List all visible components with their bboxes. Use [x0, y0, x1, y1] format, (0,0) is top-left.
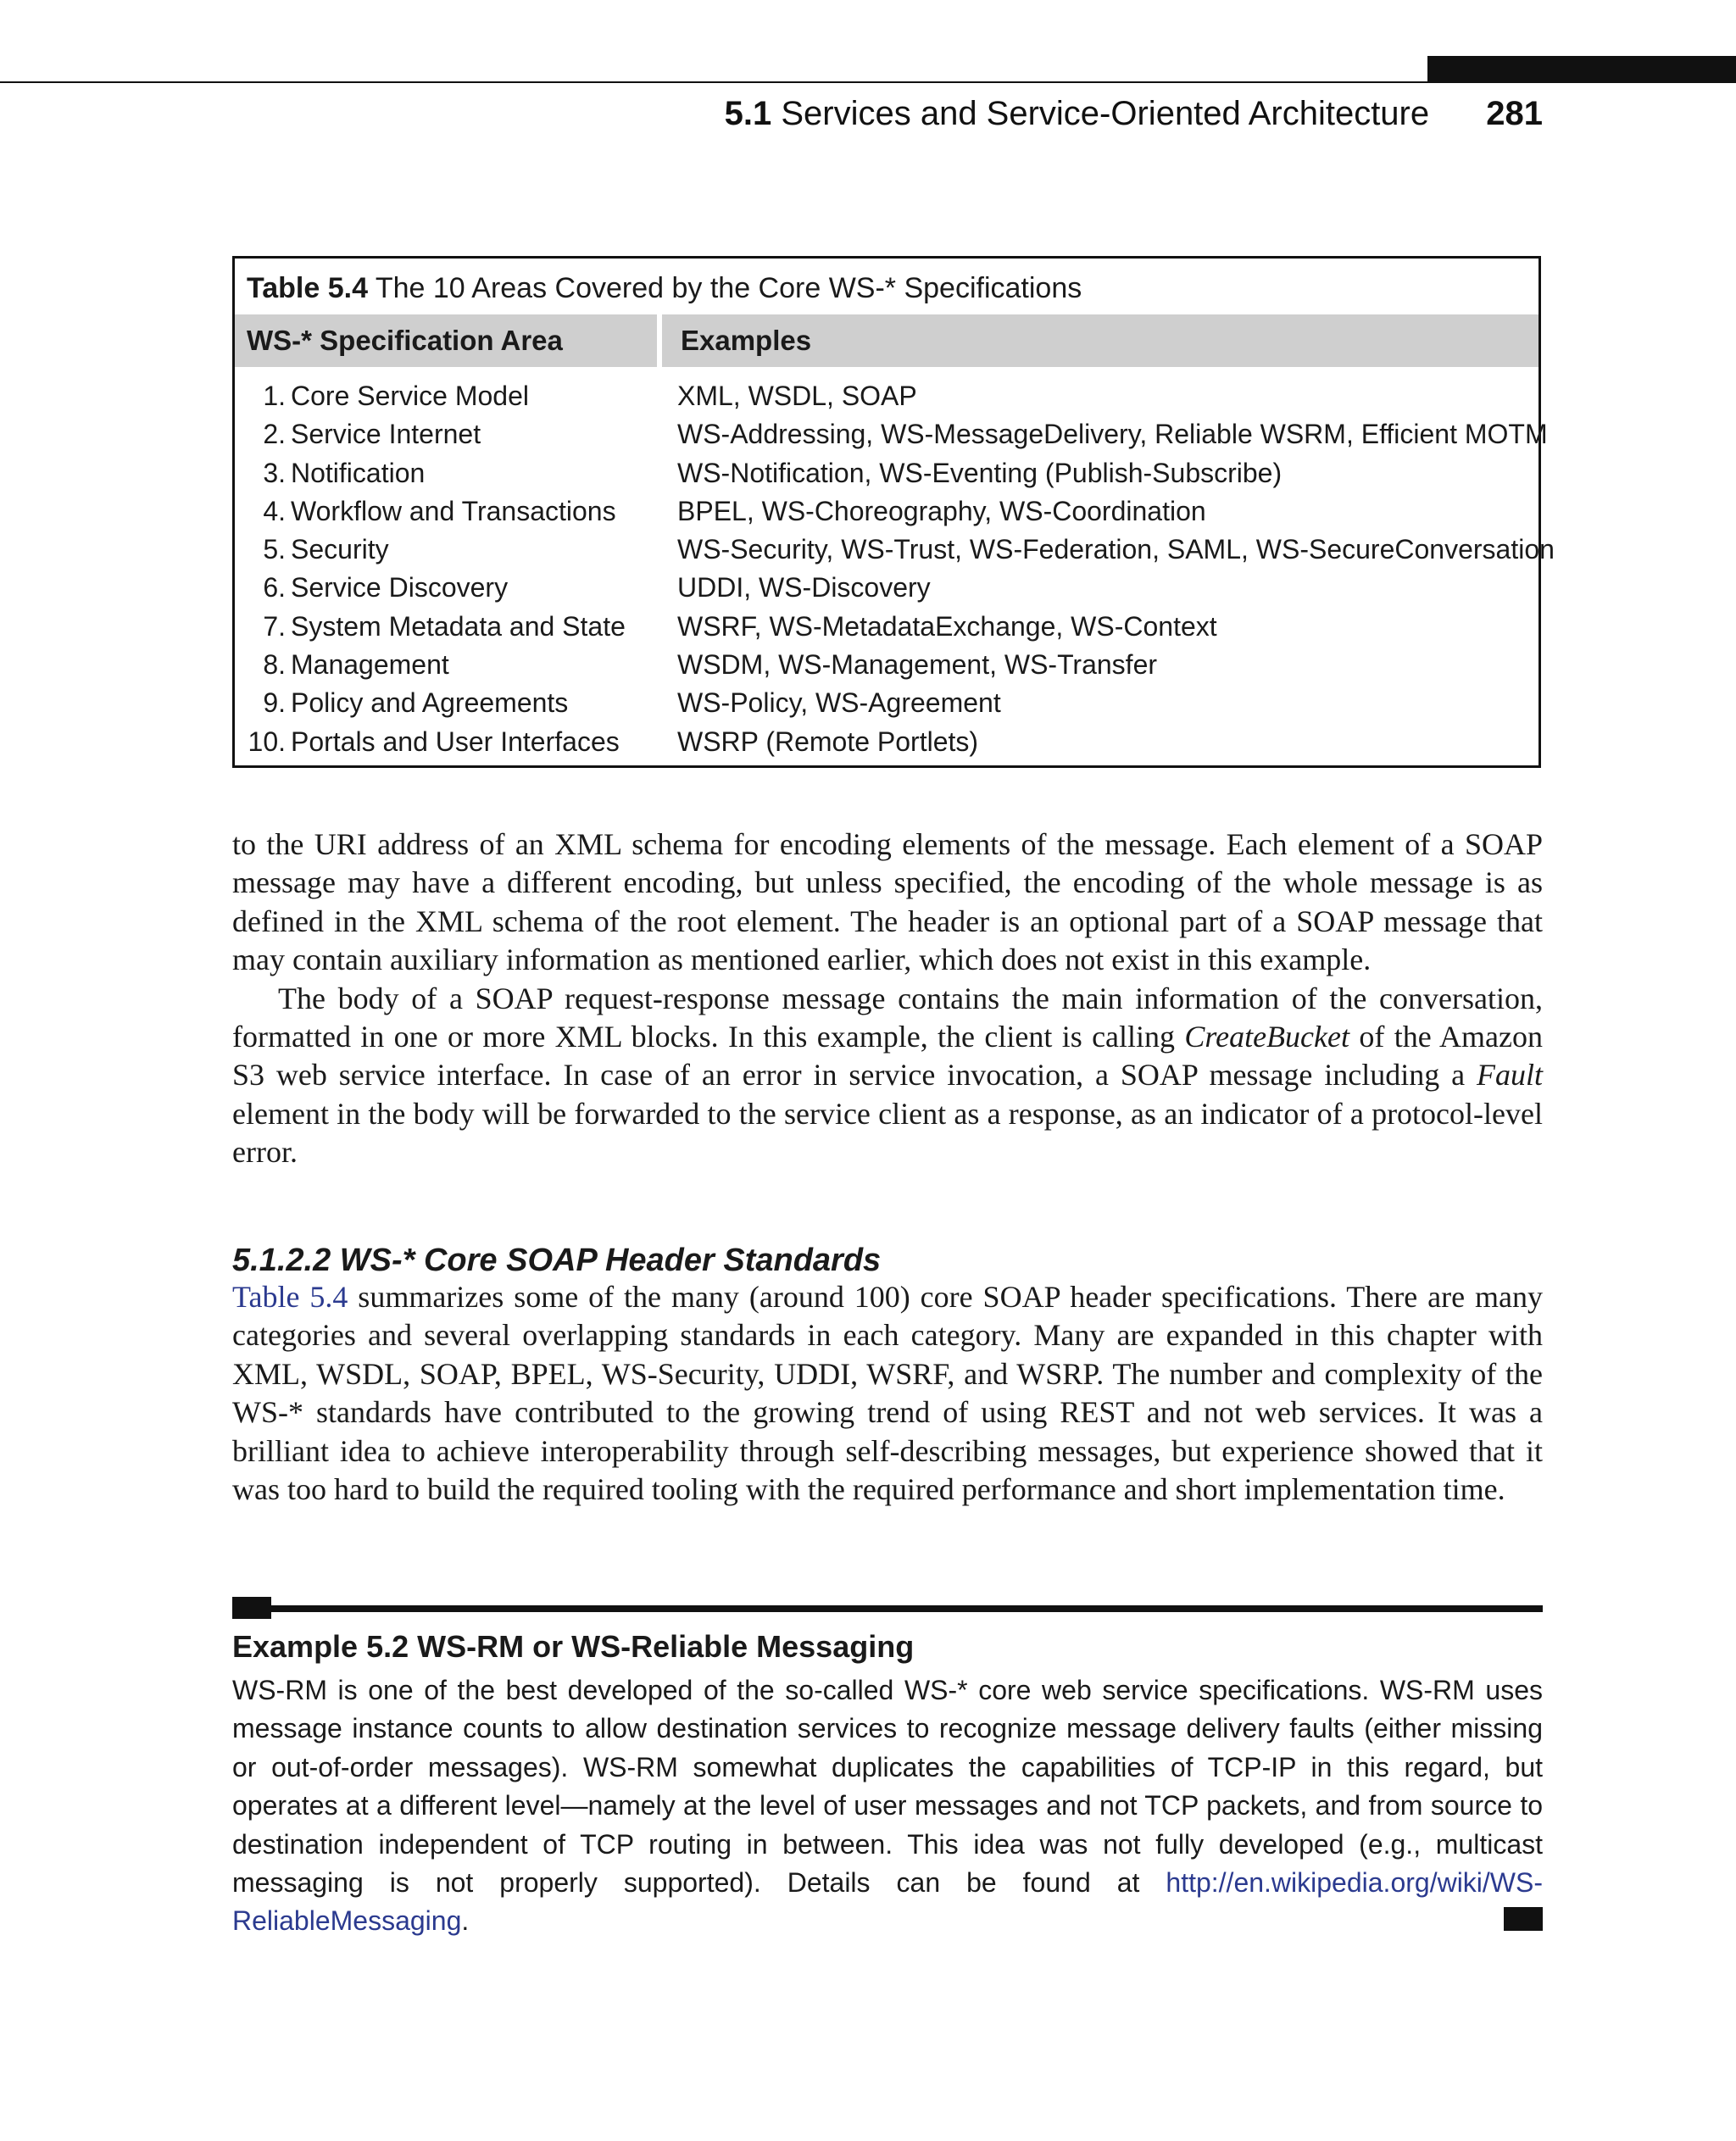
row-examples: WSRF, WS-MetadataExchange, WS-Context — [677, 610, 1217, 642]
table-header-row — [235, 314, 1538, 367]
row-area: Service Discovery — [291, 572, 509, 603]
row-number: 2. — [263, 419, 286, 450]
top-corner-tab — [1427, 56, 1736, 83]
table-row — [235, 723, 1538, 761]
row-number: 3. — [263, 457, 286, 488]
wikipedia-link[interactable]: http://en.wikipedia.org/wiki/WS-ReliableMessaging — [232, 1867, 1543, 1937]
row-examples: BPEL, WS-Choreography, WS-Coordination — [677, 495, 1206, 526]
row-area: System Metadata and State — [291, 610, 626, 642]
section-paragraph — [232, 1278, 1543, 1509]
example-rule — [232, 1605, 1543, 1612]
body-text — [232, 826, 1543, 1172]
emphasis-fault: Fault — [1477, 1058, 1543, 1093]
example-end-period: . — [461, 1905, 470, 1937]
row-examples: WS-Notification, WS-Eventing (Publish-Subscribe) — [677, 457, 1283, 488]
row-examples: WS-Policy, WS-Agreement — [677, 687, 1001, 719]
row-examples: WSDM, WS-Management, WS-Transfer — [677, 649, 1158, 681]
row-area: Workflow and Transactions — [291, 495, 616, 526]
running-head — [725, 95, 1543, 133]
body-paragraph-2-part-1: The body of a SOAP request-response message contains the main information of the conversation, formatted in one or more XML blocks. In this example, the client is calling — [232, 981, 1543, 1054]
section-text — [232, 1278, 1543, 1509]
row-area: Management — [291, 649, 449, 681]
table-row — [235, 608, 1538, 646]
row-area: Service Internet — [291, 419, 481, 450]
row-examples: UDDI, WS-Discovery — [677, 572, 931, 603]
table-row — [235, 684, 1538, 722]
table-reference-link[interactable]: Table 5.4 — [232, 1280, 348, 1314]
row-number: 5. — [263, 534, 286, 565]
table-header-examples: Examples — [662, 314, 1538, 367]
table-row — [235, 454, 1538, 492]
section-heading: 5.1.2.2 WS-* Core SOAP Header Standards — [232, 1243, 882, 1278]
table-caption-text: The 10 Areas Covered by the Core WS-* Specifications — [375, 272, 1082, 304]
row-area: Policy and Agreements — [291, 687, 569, 719]
body-paragraph-2-part-3: element in the body will be forwarded to the service client as a response, as an indicator of a protocol-level error. — [232, 1096, 1543, 1170]
running-head-section-number: 5.1 — [724, 95, 772, 132]
row-number: 1. — [263, 381, 286, 411]
emphasis-createbucket: CreateBucket — [1184, 1020, 1349, 1054]
table-row — [235, 531, 1555, 569]
example-body: WS-RM is one of the best developed of the so-called WS-* core web service specifications. WS-RM uses message instance counts to allow destination services to recognize message delivery faults (either missing or out-of-order messages). WS-RM somewhat duplicates the capabilities of TCP-IP in this regard, but operates at a different level—namely at the level of user messages and not TCP packets, and from source to destination independent of TCP routing in between. This idea was not fully developed (e.g., multicast messaging is not properly supported). Details can be found at — [232, 1675, 1543, 1899]
table-row — [235, 415, 1548, 453]
table-5-4 — [232, 256, 1555, 768]
table-row — [235, 646, 1538, 684]
body-paragraph-2-part-2: of the Amazon S3 web service interface. In case of an error in service invocation, a SOAP message including a — [232, 1020, 1543, 1093]
row-examples: WS-Security, WS-Trust, WS-Federation, SAML, WS-SecureConversation — [677, 534, 1555, 565]
page-number: 281 — [1486, 95, 1543, 132]
row-number: 10. — [248, 726, 286, 757]
table-caption-label: Table 5.4 — [247, 272, 368, 304]
example-end-marker — [1504, 1907, 1543, 1931]
row-number: 9. — [263, 687, 286, 719]
row-area: Portals and User Interfaces — [291, 726, 620, 757]
table-row — [235, 492, 1538, 531]
row-examples: WS-Addressing, WS-MessageDelivery, Reliable WSRM, Efficient MOTM — [677, 419, 1548, 450]
row-number: 7. — [263, 610, 286, 642]
row-number: 8. — [263, 649, 286, 681]
example-marker — [232, 1597, 271, 1619]
section-paragraph-text: summarizes some of the many (around 100) core SOAP header specifications. There are many categories and several overlapping standards in each category. Many are expanded in this chapter with XML, WSDL, SOAP, BPEL, WS-Security, UDDI, WSRF, and WSRP. The number and complexity of the WS-* standards have contributed to the growing trend of using REST and not web services. It was a brilliant idea to achieve interoperability through self-describing messages, but experience showed that it was too hard to build the required tooling with the required performance and short implementation time. — [232, 1280, 1544, 1507]
body-paragraph-2 — [232, 980, 1543, 1172]
example-text — [232, 1671, 1543, 1941]
example-title: Example 5.2 WS-RM or WS-Reliable Messaging — [232, 1629, 915, 1664]
row-area: Core Service Model — [291, 381, 529, 411]
table-row — [235, 569, 1538, 607]
row-number: 4. — [263, 495, 286, 526]
row-number: 6. — [263, 572, 286, 603]
row-examples: XML, WSDL, SOAP — [677, 381, 917, 411]
table-row — [235, 377, 1538, 415]
table-caption — [247, 272, 1082, 305]
body-paragraph-1: to the URI address of an XML schema for encoding elements of the message. Each element of a SOAP message may have a different encoding, but unless specified, the encoding of the whole message is as defined in the XML schema of the root element. The header is an optional part of a SOAP message that may contain auxiliary information as mentioned earlier, which does not exist in this example. — [232, 827, 1543, 977]
table-header-area: WS-* Specification Area — [235, 314, 657, 367]
row-examples: WSRP (Remote Portlets) — [677, 726, 979, 757]
table-body — [235, 377, 1555, 761]
row-area: Security — [291, 534, 389, 565]
row-area: Notification — [291, 457, 426, 488]
running-head-section-title: Services and Service-Oriented Architecture — [781, 95, 1430, 132]
